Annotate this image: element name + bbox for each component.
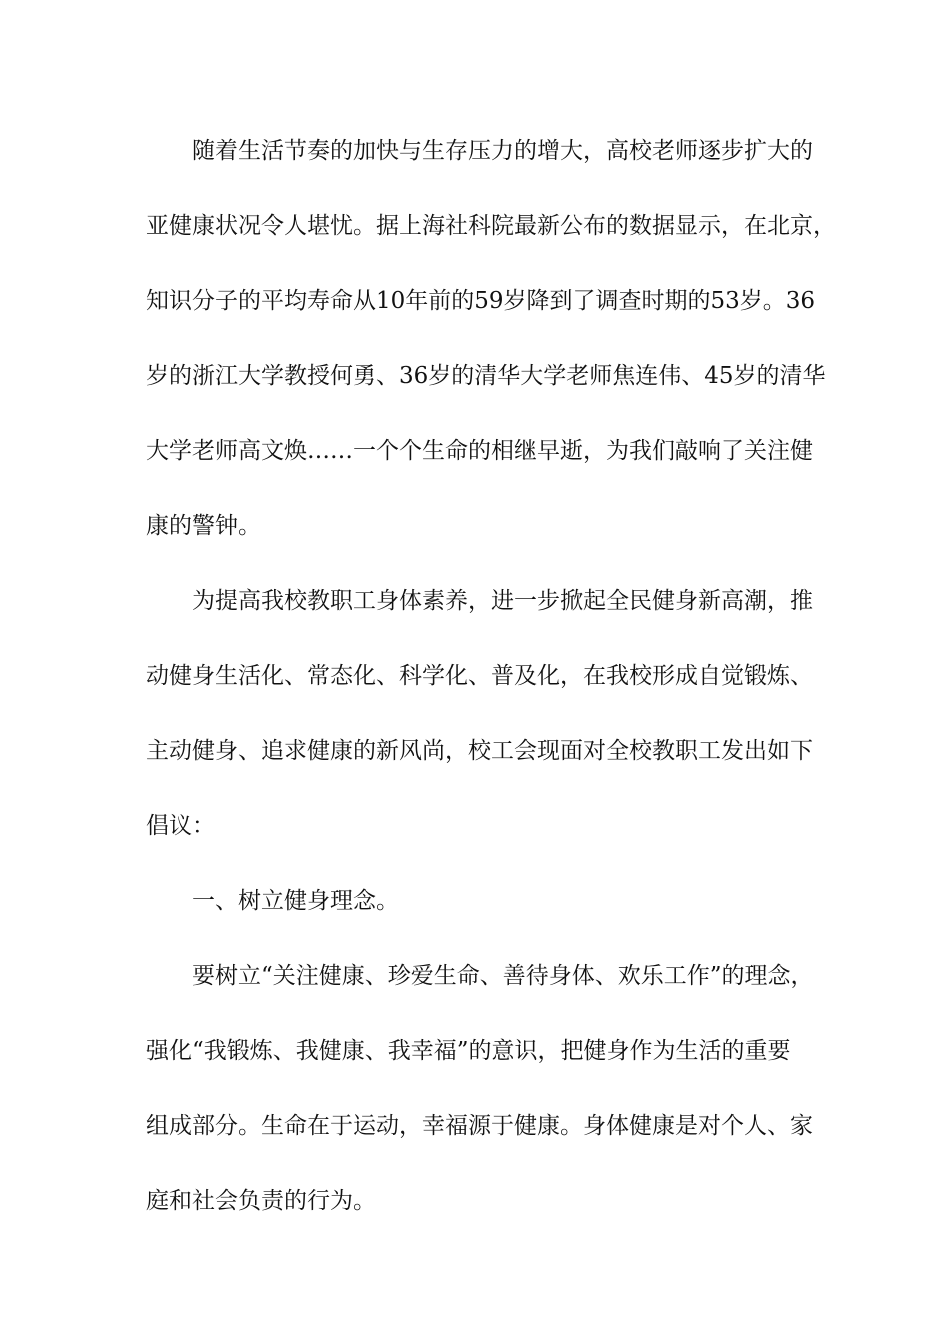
- text-line: 亚健康状况令人堪忧。据上海社科院最新公布的数据显示，在北京，: [146, 213, 836, 239]
- text-line: 岁的浙江大学教授何勇、36岁的清华大学老师焦连伟、45岁的清华: [146, 363, 826, 389]
- heading-line: 一、树立健身理念。: [192, 888, 399, 914]
- text-line: 康的警钟。: [146, 513, 261, 539]
- text-line: 主动健身、追求健康的新风尚，校工会现面对全校教职工发出如下: [146, 738, 813, 764]
- text-line: 动健身生活化、常态化、科学化、普及化，在我校形成自觉锻炼、: [146, 663, 813, 689]
- text-line: 倡议：: [146, 813, 215, 839]
- text-line: 知识分子的平均寿命从10年前的59岁降到了调查时期的53岁。36: [146, 288, 816, 314]
- text-line: 大学老师高文焕……一个个生命的相继早逝，为我们敲响了关注健: [146, 438, 813, 464]
- text-line: 要树立“关注健康、珍爱生命、善待身体、欢乐工作”的理念，: [192, 963, 814, 989]
- text-line: 强化“我锻炼、我健康、我幸福”的意识，把健身作为生活的重要: [146, 1038, 791, 1064]
- text-line: 为提高我校教职工身体素养，进一步掀起全民健身新高潮，推: [192, 588, 813, 614]
- text-line: 庭和社会负责的行为。: [146, 1188, 376, 1214]
- text-line: 组成部分。生命在于运动，幸福源于健康。身体健康是对个人、家: [146, 1113, 813, 1139]
- text-line: 随着生活节奏的加快与生存压力的增大，高校老师逐步扩大的: [192, 138, 813, 164]
